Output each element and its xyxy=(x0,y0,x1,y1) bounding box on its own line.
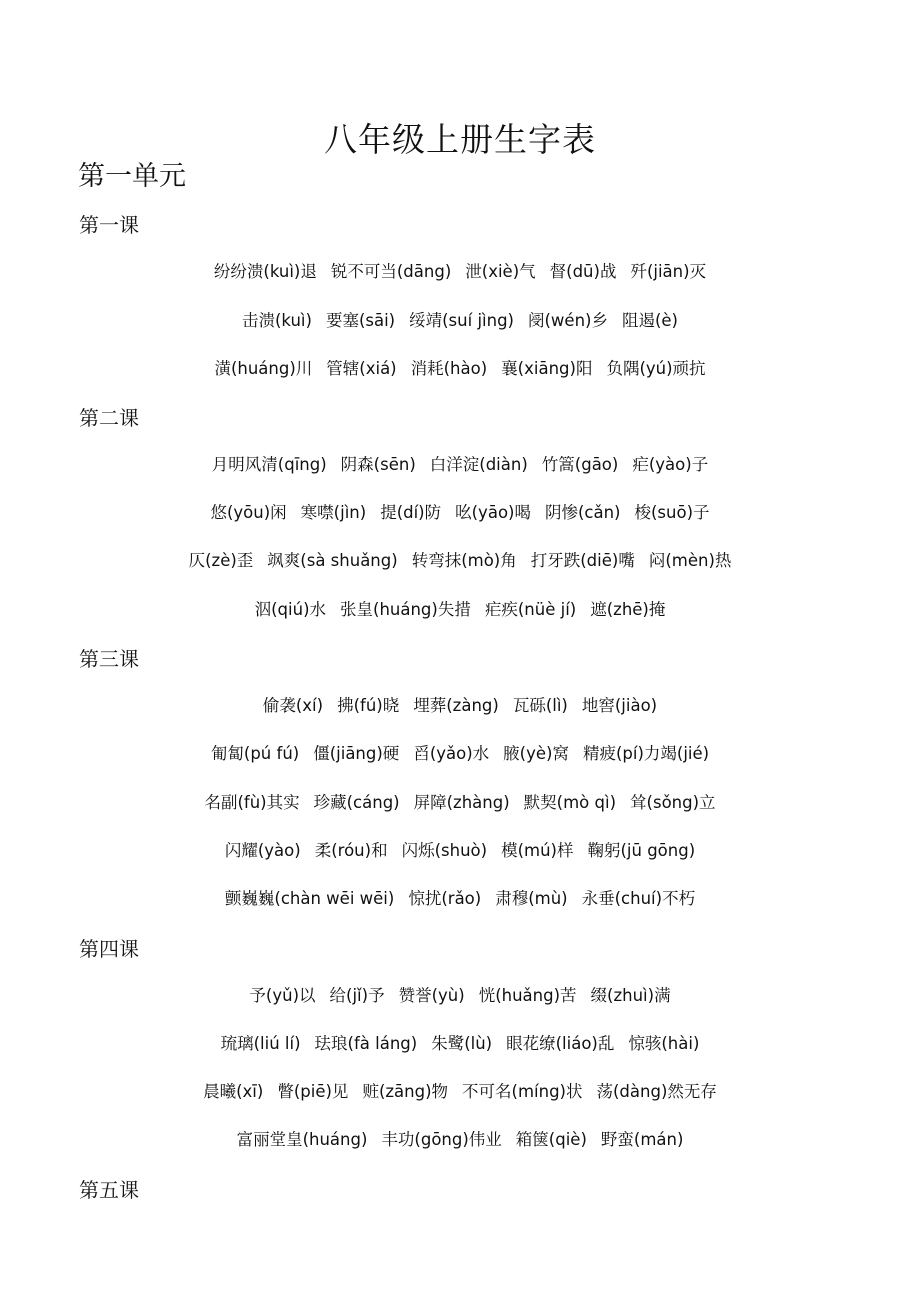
vocab-word: 肃穆(mù) xyxy=(495,889,568,908)
word-row xyxy=(0,356,920,382)
vocab-word: 丰功(gōng)伟业 xyxy=(381,1130,502,1149)
vocab-word: 寒噤(jìn) xyxy=(300,503,367,522)
vocab-word: 瞥(piē)见 xyxy=(277,1082,349,1101)
lesson-heading: 第一课 xyxy=(79,213,139,237)
vocab-word: 腋(yè)窝 xyxy=(503,744,569,763)
vocab-word: 名副(fù)其实 xyxy=(204,793,300,812)
word-row xyxy=(0,597,920,623)
vocab-word: 竹篙(gāo) xyxy=(541,455,619,474)
vocab-word: 闪烁(shuò) xyxy=(401,841,488,860)
word-row xyxy=(0,983,920,1009)
vocab-word: 吆(yāo)喝 xyxy=(455,503,531,522)
word-row xyxy=(0,452,920,478)
vocab-word: 恍(huǎng)苦 xyxy=(478,986,577,1005)
vocab-word: 晨曦(xī) xyxy=(203,1082,264,1101)
vocab-word: 眼花缭(liáo)乱 xyxy=(506,1034,615,1053)
vocab-word: 消耗(hào) xyxy=(410,359,488,378)
word-row xyxy=(0,838,920,864)
vocab-word: 模(mú)样 xyxy=(501,841,574,860)
vocab-word: 箱箧(qiè) xyxy=(515,1130,587,1149)
word-row xyxy=(0,308,920,334)
lesson-heading: 第五课 xyxy=(79,1178,139,1202)
vocab-word: 飒爽(sà shuǎng) xyxy=(267,551,398,570)
vocab-word: 闪耀(yào) xyxy=(224,841,301,860)
vocab-word: 疟(yào)子 xyxy=(632,455,709,474)
vocab-word: 阌(wén)乡 xyxy=(527,311,608,330)
vocab-word: 偷袭(xí) xyxy=(262,696,324,715)
vocab-word: 泅(qiú)水 xyxy=(254,600,327,619)
vocab-word: 埋葬(zàng) xyxy=(413,696,499,715)
vocab-word: 惊扰(rǎo) xyxy=(408,889,482,908)
word-row xyxy=(0,500,920,526)
word-row xyxy=(0,259,920,285)
vocab-word: 管辖(xiá) xyxy=(326,359,397,378)
vocab-word: 悠(yōu)闲 xyxy=(210,503,287,522)
word-row xyxy=(0,548,920,574)
vocab-word: 锐不可当(dāng) xyxy=(330,262,452,281)
vocab-word: 绥靖(suí jìng) xyxy=(409,311,514,330)
vocab-word: 匍匐(pú fú) xyxy=(210,744,300,763)
vocab-word: 默契(mò qì) xyxy=(523,793,617,812)
vocab-word: 不可名(míng)状 xyxy=(462,1082,583,1101)
vocab-word: 野蛮(mán) xyxy=(600,1130,684,1149)
vocab-word: 鞠躬(jū gōng) xyxy=(587,841,696,860)
vocab-word: 襄(xiāng)阳 xyxy=(501,359,593,378)
vocab-word: 要塞(sāi) xyxy=(325,311,396,330)
word-row xyxy=(0,1127,920,1153)
vocab-word: 月明风清(qīng) xyxy=(211,455,327,474)
vocab-word: 给(jǐ)予 xyxy=(329,986,385,1005)
vocab-word: 梭(suō)子 xyxy=(634,503,710,522)
vocab-word: 转弯抹(mò)角 xyxy=(411,551,517,570)
vocab-word: 疟疾(nüè jí) xyxy=(484,600,577,619)
vocab-word: 柔(róu)和 xyxy=(314,841,388,860)
word-row xyxy=(0,886,920,912)
vocab-word: 督(dū)战 xyxy=(549,262,617,281)
vocab-word: 张皇(huáng)失措 xyxy=(340,600,471,619)
vocab-word: 珍藏(cáng) xyxy=(313,793,400,812)
vocab-word: 颤巍巍(chàn wēi wēi) xyxy=(224,889,395,908)
vocab-word: 屏障(zhàng) xyxy=(413,793,510,812)
vocab-word: 荡(dàng)然无存 xyxy=(596,1082,717,1101)
vocab-word: 富丽堂皇(huáng) xyxy=(236,1130,368,1149)
vocab-word: 拂(fú)晓 xyxy=(337,696,400,715)
vocab-word: 阴森(sēn) xyxy=(340,455,416,474)
vocab-word: 永垂(chuí)不朽 xyxy=(581,889,696,908)
vocab-word: 负隅(yú)顽抗 xyxy=(606,359,706,378)
vocab-word: 纷纷溃(kuì)退 xyxy=(213,262,317,281)
vocab-word: 白洋淀(diàn) xyxy=(429,455,528,474)
lesson-heading: 第二课 xyxy=(79,406,139,430)
vocab-word: 阴惨(cǎn) xyxy=(544,503,621,522)
vocab-word: 击溃(kuì) xyxy=(241,311,312,330)
vocab-word: 舀(yǎo)水 xyxy=(413,744,490,763)
lesson-heading: 第三课 xyxy=(79,647,139,671)
page-title: 八年级上册生字表 xyxy=(324,120,596,160)
vocab-word: 潢(huáng)川 xyxy=(214,359,313,378)
vocab-word: 泄(xiè)气 xyxy=(465,262,536,281)
vocab-word: 珐琅(fà láng) xyxy=(314,1034,418,1053)
vocab-word: 仄(zè)歪 xyxy=(188,551,254,570)
word-row xyxy=(0,741,920,767)
vocab-word: 打牙跌(diē)嘴 xyxy=(530,551,635,570)
vocab-word: 朱鹭(lù) xyxy=(431,1034,493,1053)
vocab-word: 提(dí)防 xyxy=(380,503,442,522)
vocab-word: 惊骇(hài) xyxy=(628,1034,700,1053)
vocab-word: 缀(zhuì)满 xyxy=(590,986,671,1005)
unit-heading: 第一单元 xyxy=(78,161,186,192)
vocab-word: 赃(zāng)物 xyxy=(362,1082,449,1101)
vocab-word: 歼(jiān)灭 xyxy=(630,262,707,281)
vocab-word: 地窖(jiào) xyxy=(581,696,658,715)
vocab-word: 僵(jiāng)硬 xyxy=(313,744,400,763)
word-row xyxy=(0,1079,920,1105)
vocab-word: 予(yǔ)以 xyxy=(249,986,316,1005)
lesson-heading: 第四课 xyxy=(79,937,139,961)
word-row xyxy=(0,693,920,719)
vocab-word: 瓦砾(lì) xyxy=(512,696,568,715)
vocab-word: 阻遏(è) xyxy=(621,311,678,330)
vocab-word: 琉璃(liú lí) xyxy=(220,1034,301,1053)
vocab-word: 闷(mèn)热 xyxy=(648,551,732,570)
vocab-word: 精疲(pí)力竭(jié) xyxy=(582,744,710,763)
word-row xyxy=(0,790,920,816)
vocab-word: 赞誉(yù) xyxy=(398,986,465,1005)
word-row xyxy=(0,1031,920,1057)
vocab-word: 遮(zhē)掩 xyxy=(590,600,666,619)
vocab-word: 耸(sǒng)立 xyxy=(630,793,716,812)
